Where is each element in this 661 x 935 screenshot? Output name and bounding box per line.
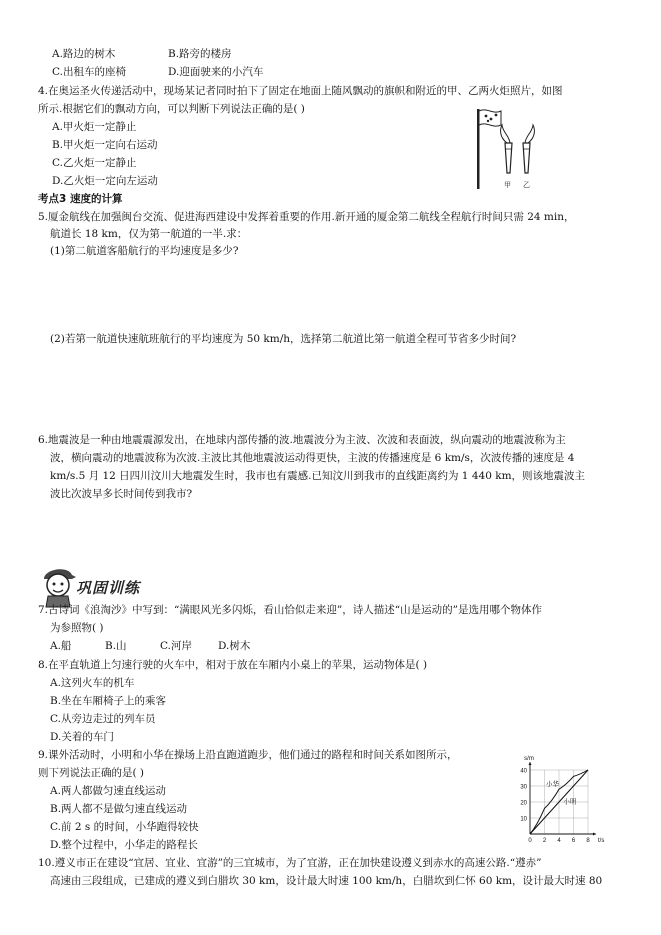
- q8-option-d: D.关着的车门: [50, 731, 114, 743]
- x-tick-label: 0: [528, 838, 532, 844]
- q5-subquestion-1: (1)第二航道客船航行的平均速度是多少?: [50, 245, 239, 257]
- y-tick-label: 40: [520, 768, 527, 775]
- q6-stem-line1: 6.地震波是一种由地震震源发出，在地球内部传播的波.地震波分为主波、次波和表面波，纵向震动的地震波称为主: [38, 434, 566, 446]
- q5-subquestion-2: (2)若第一航道快速航班航行的平均速度为 50 km/h，选择第二航道比第一航道全程可节省多少时间?: [50, 333, 517, 345]
- x-tick-label: 6: [571, 838, 576, 844]
- x-tick-label: 2: [542, 838, 547, 844]
- flag-icon: [479, 110, 501, 126]
- q8-stem: 8.在平直轨道上匀速行驶的火车中，相对于放在车厢内小桌上的苹果，运动物体是( ): [38, 659, 428, 671]
- q10-stem-line1: 10.遵义市正在建设“宜居、宜业、宜游”的三宜城市，为了宜游，正在加快建设遵义到赤水的高速公路.“遵赤”: [38, 857, 542, 869]
- q9-option-c: C.前 2 s 的时间，小华跑得较快: [50, 821, 199, 833]
- q8-option-b: B.坐在车厢椅子上的乘客: [50, 695, 167, 707]
- q4-option-a: A.甲火炬一定静止: [52, 121, 137, 133]
- q9-option-b: B.两人都不是做匀速直线运动: [50, 803, 188, 815]
- y-axis-arrow: [529, 762, 532, 765]
- y-tick-label: 20: [520, 800, 527, 807]
- q4-stem-line1: 4.在奥运圣火传递活动中，现场某记者同时拍下了固定在地面上随风飘动的旗帜和附近的甲、乙两火炬照片，如图: [38, 85, 563, 97]
- torch-yi-flame: [525, 125, 534, 143]
- q9-option-a: A.两人都做匀速直线运动: [50, 785, 166, 797]
- x-tick-label: 4: [557, 838, 561, 844]
- series-label-xiaohua: 小华: [545, 781, 559, 788]
- q10-stem-line2: 高速由三段组成，已建成的遵义到白腊坎 30 km，设计最大时速 100 km/h，白腊坎到仁怀 60 km，设计最大时速 80: [50, 875, 603, 887]
- torch-jia-icon: [505, 143, 512, 173]
- q4-stem-line2: 所示.根据它们的飘动方向，可以判断下列说法正确的是( ): [38, 103, 305, 115]
- q9-stem-line2: 则下列说法正确的是( ): [38, 767, 145, 779]
- q9-stem-line1: 9.课外活动时，小明和小华在操场上沿直跑道跑步，他们通过的路程和时间关系如图所示，: [38, 749, 458, 761]
- q6-stem-line4: 波比次波早多长时间传到我市?: [50, 488, 193, 500]
- q7-option-a: A.船: [50, 640, 72, 652]
- y-axis-label: s/m: [524, 756, 534, 762]
- consolidate-title: 巩固训练: [76, 579, 141, 597]
- q6-stem-line2: 波，横向震动的地震波称为次波.主波比其他地震波运动得更快，主波的传播速度是 6 km/s，次波传播的速度是 4: [50, 452, 575, 464]
- q9-option-d: D.整个过程中，小华走的路程长: [50, 839, 198, 851]
- q4-option-b: B.甲火炬一定向右运动: [52, 139, 158, 151]
- x-tick-label: 8: [586, 838, 590, 844]
- series-label-xiaoming: 小明: [563, 798, 577, 806]
- y-tick-label: 30: [520, 784, 527, 791]
- q6-stem-line3: km/s.5 月 12 日四川汶川大地震发生时，我市也有震感.已知汶川到我市的直线距离约为 1 440 km，则该地震波主: [50, 470, 586, 482]
- q9-distance-time-chart: [512, 756, 605, 846]
- torch-jia-flame: [501, 125, 510, 143]
- q8-option-a: A.这列火车的机车: [50, 677, 135, 689]
- q5-stem-line2: 航道长 18 km，仅为第一航道的一半.求：: [50, 228, 248, 240]
- cartoon-boy-icon: [38, 563, 80, 607]
- q7-option-b: B.山: [105, 640, 127, 652]
- q4-flag-torch-figure: [455, 103, 550, 193]
- x-axis-arrow: [593, 833, 596, 836]
- q7-option-d: D.树木: [218, 640, 251, 652]
- q7-stem-line2: 为参照物( ): [50, 622, 104, 634]
- q4-option-c: C.乙火炬一定静止: [52, 157, 137, 169]
- q3-option-b: B.路旁的楼房: [168, 48, 232, 60]
- q3-option-d: D.迎面驶来的小汽车: [168, 66, 264, 78]
- q7-option-c: C.河岸: [160, 640, 192, 652]
- q5-stem-line1: 5.厦金航线在加强闽台交流、促进海西建设中发挥着重要的作用.新开通的厦金第二航线全程航行时间只需 24 min，: [38, 211, 575, 223]
- q4-option-d: D.乙火炬一定向左运动: [52, 175, 158, 187]
- q8-option-c: C.从旁边走过的列车员: [50, 713, 156, 725]
- y-tick-label: 10: [520, 816, 527, 823]
- q3-option-c: C.出租车的座椅: [52, 66, 126, 78]
- q3-option-a: A.路边的树木: [52, 48, 116, 60]
- section-title-speed-calculation: 考点3 速度的计算: [38, 193, 123, 205]
- x-axis-label: t/s: [598, 838, 605, 844]
- label-jia: 甲: [504, 182, 511, 189]
- consolidate-banner: [38, 563, 158, 607]
- q7-stem-line1: 7.古诗词《浪淘沙》中写到：“满眼风光多闪烁，看山恰似走来迎”，诗人描述“山是运动的”是选用哪个物体作: [38, 604, 542, 616]
- torch-yi-icon: [523, 143, 530, 173]
- label-yi: 乙: [523, 182, 530, 189]
